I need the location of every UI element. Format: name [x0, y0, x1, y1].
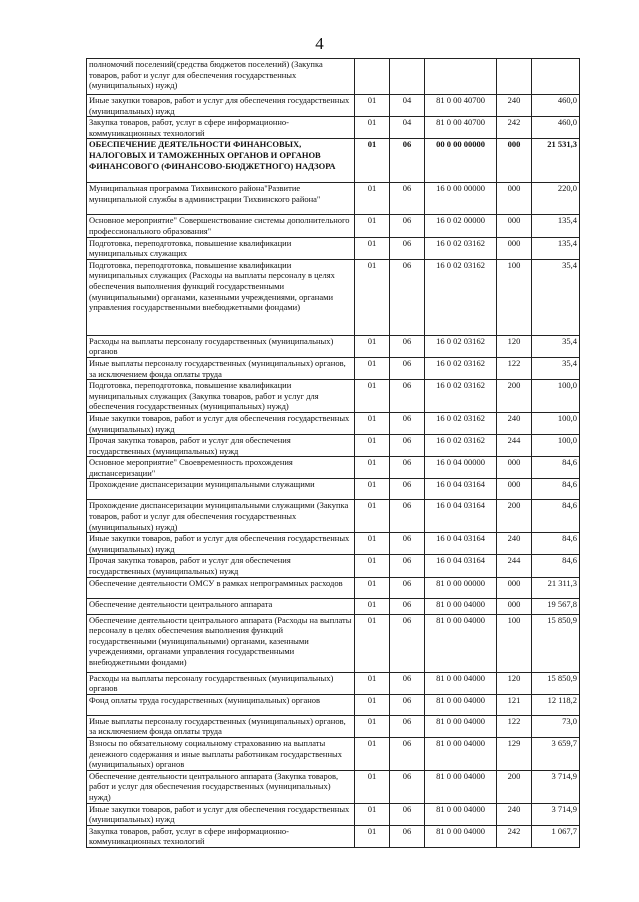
cell-expense-type: 000 — [497, 183, 532, 215]
cell-target-article: 81 0 00 04000 — [425, 738, 497, 771]
cell-amount: 21 531,3 — [532, 139, 580, 183]
cell-section: 01 — [355, 237, 390, 259]
cell-name: Прохождение диспансеризации муниципальными служащими (Закупка товаров, работ и услуг для обеспечения государственных (муниципальных) нужд) — [87, 500, 355, 533]
cell-amount: 84,6 — [532, 500, 580, 533]
cell-name: Иные закупки товаров, работ и услуг для обеспечения государственных (муниципальных) нужд — [87, 533, 355, 555]
cell-expense-type: 121 — [497, 694, 532, 715]
cell-subsection: 06 — [390, 614, 425, 672]
cell-amount: 3 659,7 — [532, 738, 580, 771]
budget-table — [86, 58, 580, 848]
cell-expense-type: 244 — [497, 435, 532, 457]
cell-subsection: 06 — [390, 598, 425, 614]
cell-expense-type: 240 — [497, 412, 532, 434]
table-row — [87, 614, 580, 672]
cell-section: 01 — [355, 738, 390, 771]
cell-amount: 84,6 — [532, 479, 580, 500]
cell-section: 01 — [355, 770, 390, 803]
cell-target-article: 81 0 00 04000 — [425, 825, 497, 847]
cell-expense-type: 240 — [497, 95, 532, 117]
cell-section: 01 — [355, 825, 390, 847]
cell-expense-type: 240 — [497, 533, 532, 555]
cell-subsection: 06 — [390, 533, 425, 555]
cell-target-article: 16 0 04 00000 — [425, 457, 497, 479]
cell-subsection: 06 — [390, 694, 425, 715]
cell-expense-type: 129 — [497, 738, 532, 771]
cell-amount: 3 714,9 — [532, 803, 580, 825]
cell-target-article — [425, 59, 497, 95]
cell-subsection: 06 — [390, 335, 425, 357]
cell-subsection: 04 — [390, 117, 425, 139]
cell-name: Иные выплаты персоналу государственных (муниципальных) органов, за исключением фонда оплаты труда — [87, 357, 355, 379]
cell-name: Подготовка, переподготовка, повышение квалификации муниципальных служащих (Расходы на выплаты персоналу в целях обеспечения выполнения функций государственными (муниципальными) органами, казенными учреждениями, органами управления государственными внебюджетными фондами) — [87, 259, 355, 335]
cell-expense-type: 000 — [497, 215, 532, 237]
cell-name: Подготовка, переподготовка, повышение квалификации муниципальных служащих (Закупка товаров, работ и услуг для обеспечения государственных (муниципальных) нужд) — [87, 380, 355, 413]
cell-subsection: 06 — [390, 380, 425, 413]
cell-name: Иные выплаты персоналу государственных (муниципальных) органов, за исключением фонда оплаты труда — [87, 715, 355, 737]
cell-section: 01 — [355, 614, 390, 672]
budget-table-body — [87, 59, 580, 848]
cell-name: Расходы на выплаты персоналу государственных (муниципальных) органов — [87, 335, 355, 357]
cell-target-article: 81 0 00 04000 — [425, 803, 497, 825]
cell-target-article: 16 0 02 03162 — [425, 335, 497, 357]
cell-name: Закупка товаров, работ, услуг в сфере информационно-коммуникационных технологий — [87, 117, 355, 139]
cell-section: 01 — [355, 555, 390, 577]
cell-name: Прочая закупка товаров, работ и услуг для обеспечения государственных (муниципальных) нужд — [87, 435, 355, 457]
cell-section: 01 — [355, 598, 390, 614]
cell-section: 01 — [355, 715, 390, 737]
cell-section: 01 — [355, 457, 390, 479]
cell-subsection: 06 — [390, 715, 425, 737]
cell-section: 01 — [355, 533, 390, 555]
cell-section: 01 — [355, 117, 390, 139]
cell-target-article: 16 0 04 03164 — [425, 533, 497, 555]
cell-subsection: 06 — [390, 738, 425, 771]
cell-section: 01 — [355, 95, 390, 117]
cell-expense-type: 240 — [497, 803, 532, 825]
cell-subsection: 06 — [390, 435, 425, 457]
table-row — [87, 598, 580, 614]
cell-section: 01 — [355, 380, 390, 413]
cell-expense-type: 100 — [497, 259, 532, 335]
cell-subsection: 06 — [390, 357, 425, 379]
cell-expense-type: 244 — [497, 555, 532, 577]
cell-expense-type: 122 — [497, 715, 532, 737]
cell-expense-type: 122 — [497, 357, 532, 379]
cell-expense-type: 000 — [497, 577, 532, 598]
cell-name: Расходы на выплаты персоналу государственных (муниципальных) органов — [87, 672, 355, 694]
table-row — [87, 479, 580, 500]
cell-subsection: 06 — [390, 555, 425, 577]
table-row — [87, 259, 580, 335]
cell-name: Фонд оплаты труда государственных (муниципальных) органов — [87, 694, 355, 715]
cell-section: 01 — [355, 335, 390, 357]
cell-subsection: 06 — [390, 183, 425, 215]
cell-amount: 3 714,9 — [532, 770, 580, 803]
cell-target-article: 81 0 00 04000 — [425, 770, 497, 803]
table-row — [87, 577, 580, 598]
cell-target-article: 16 0 00 00000 — [425, 183, 497, 215]
cell-amount: 12 118,2 — [532, 694, 580, 715]
table-row — [87, 555, 580, 577]
cell-name: Обеспечение деятельности центрального аппарата — [87, 598, 355, 614]
cell-section: 01 — [355, 479, 390, 500]
table-row — [87, 95, 580, 117]
cell-subsection: 06 — [390, 457, 425, 479]
table-row — [87, 694, 580, 715]
cell-subsection: 06 — [390, 500, 425, 533]
cell-name: Иные закупки товаров, работ и услуг для обеспечения государственных (муниципальных) нужд — [87, 95, 355, 117]
cell-target-article: 81 0 00 00000 — [425, 577, 497, 598]
table-row — [87, 59, 580, 95]
cell-expense-type: 000 — [497, 237, 532, 259]
cell-amount: 21 311,3 — [532, 577, 580, 598]
cell-amount: 35,4 — [532, 335, 580, 357]
cell-subsection: 06 — [390, 479, 425, 500]
cell-name: Обеспечение деятельности ОМСУ в рамках непрограммных расходов — [87, 577, 355, 598]
cell-section: 01 — [355, 215, 390, 237]
cell-amount: 19 567,8 — [532, 598, 580, 614]
cell-target-article: 16 0 02 03162 — [425, 259, 497, 335]
cell-target-article: 16 0 02 03162 — [425, 435, 497, 457]
cell-expense-type: 000 — [497, 139, 532, 183]
cell-name: Иные закупки товаров, работ и услуг для обеспечения государственных (муниципальных) нужд — [87, 412, 355, 434]
cell-subsection: 06 — [390, 825, 425, 847]
cell-target-article: 81 0 00 40700 — [425, 117, 497, 139]
table-row — [87, 457, 580, 479]
cell-amount — [532, 59, 580, 95]
cell-amount: 100,0 — [532, 412, 580, 434]
cell-amount: 220,0 — [532, 183, 580, 215]
table-row — [87, 770, 580, 803]
cell-name: Обеспечение деятельности центрального аппарата (Расходы на выплаты персоналу в целях обеспечения выполнения функций государственными (муниципальными) органами, казенными учреждениями, органами управления государственными внебюджетными фондами) — [87, 614, 355, 672]
cell-expense-type: 120 — [497, 335, 532, 357]
cell-expense-type: 120 — [497, 672, 532, 694]
cell-expense-type: 200 — [497, 380, 532, 413]
cell-name: Муниципальная программа Тихвинского района"Развитие муниципальной службы в администрации Тихвинского района" — [87, 183, 355, 215]
cell-section: 01 — [355, 500, 390, 533]
cell-amount: 84,6 — [532, 533, 580, 555]
cell-amount: 73,0 — [532, 715, 580, 737]
table-row — [87, 139, 580, 183]
cell-name: Основное мероприятие" Совершенствование системы дополнительного профессионального образования" — [87, 215, 355, 237]
cell-subsection: 06 — [390, 577, 425, 598]
table-row — [87, 715, 580, 737]
cell-subsection: 04 — [390, 95, 425, 117]
cell-subsection: 06 — [390, 215, 425, 237]
cell-target-article: 81 0 00 04000 — [425, 672, 497, 694]
cell-target-article: 81 0 00 40700 — [425, 95, 497, 117]
table-row — [87, 803, 580, 825]
cell-target-article: 81 0 00 04000 — [425, 598, 497, 614]
table-row — [87, 672, 580, 694]
cell-amount: 100,0 — [532, 380, 580, 413]
table-row — [87, 357, 580, 379]
cell-section: 01 — [355, 672, 390, 694]
cell-expense-type: 000 — [497, 479, 532, 500]
cell-amount: 84,6 — [532, 457, 580, 479]
cell-name: Взносы по обязательному социальному страхованию на выплаты денежного содержания и иные выплаты работникам государственных (муниципальных) органов — [87, 738, 355, 771]
table-row — [87, 215, 580, 237]
table-row — [87, 738, 580, 771]
cell-amount: 15 850,9 — [532, 614, 580, 672]
cell-name: Прохождение диспансеризации муниципальными служащими — [87, 479, 355, 500]
cell-expense-type: 100 — [497, 614, 532, 672]
cell-section: 01 — [355, 577, 390, 598]
cell-section: 01 — [355, 259, 390, 335]
cell-amount: 135,4 — [532, 237, 580, 259]
cell-expense-type: 242 — [497, 825, 532, 847]
cell-name: Обеспечение деятельности центрального аппарата (Закупка товаров, работ и услуг для обеспечения государственных (муниципальных) нужд) — [87, 770, 355, 803]
cell-subsection: 06 — [390, 259, 425, 335]
cell-target-article: 16 0 02 03162 — [425, 412, 497, 434]
cell-section: 01 — [355, 435, 390, 457]
cell-amount: 35,4 — [532, 259, 580, 335]
cell-amount: 135,4 — [532, 215, 580, 237]
cell-amount: 1 067,7 — [532, 825, 580, 847]
page-number: 4 — [315, 34, 324, 53]
cell-subsection: 06 — [390, 770, 425, 803]
cell-section: 01 — [355, 357, 390, 379]
cell-section: 01 — [355, 803, 390, 825]
cell-section: 01 — [355, 183, 390, 215]
table-row — [87, 533, 580, 555]
cell-name: ОБЕСПЕЧЕНИЕ ДЕЯТЕЛЬНОСТИ ФИНАНСОВЫХ, НАЛОГОВЫХ И ТАМОЖЕННЫХ ОРГАНОВ И ОРГАНОВ ФИНАНСОВОГО (ФИНАНСОВО-БЮДЖЕТНОГО) НАДЗОРА — [87, 139, 355, 183]
cell-name: Основное мероприятие" Своевременность прохождения диспансеризации" — [87, 457, 355, 479]
cell-amount: 35,4 — [532, 357, 580, 379]
cell-target-article: 16 0 04 03164 — [425, 479, 497, 500]
table-row — [87, 825, 580, 847]
cell-amount: 100,0 — [532, 435, 580, 457]
cell-target-article: 00 0 00 00000 — [425, 139, 497, 183]
cell-expense-type: 000 — [497, 598, 532, 614]
cell-subsection: 06 — [390, 803, 425, 825]
cell-amount: 84,6 — [532, 555, 580, 577]
cell-target-article: 16 0 02 00000 — [425, 215, 497, 237]
cell-subsection — [390, 59, 425, 95]
cell-expense-type: 200 — [497, 770, 532, 803]
cell-expense-type: 000 — [497, 457, 532, 479]
table-row — [87, 412, 580, 434]
table-row — [87, 380, 580, 413]
cell-target-article: 81 0 00 04000 — [425, 614, 497, 672]
cell-amount: 15 850,9 — [532, 672, 580, 694]
cell-subsection: 06 — [390, 139, 425, 183]
cell-subsection: 06 — [390, 412, 425, 434]
cell-target-article: 81 0 00 04000 — [425, 694, 497, 715]
cell-expense-type — [497, 59, 532, 95]
cell-name: Иные закупки товаров, работ и услуг для обеспечения государственных (муниципальных) нужд — [87, 803, 355, 825]
cell-amount: 460,0 — [532, 117, 580, 139]
cell-target-article: 16 0 04 03164 — [425, 555, 497, 577]
cell-name: Закупка товаров, работ, услуг в сфере информационно-коммуникационных технологий — [87, 825, 355, 847]
cell-name: полномочий поселений(средства бюджетов поселений) (Закупка товаров, работ и услуг для обеспечения государственных (муниципальных) нужд) — [87, 59, 355, 95]
cell-section: 01 — [355, 694, 390, 715]
cell-expense-type: 200 — [497, 500, 532, 533]
cell-section: 01 — [355, 412, 390, 434]
table-row — [87, 500, 580, 533]
cell-subsection: 06 — [390, 672, 425, 694]
cell-section — [355, 59, 390, 95]
cell-subsection: 06 — [390, 237, 425, 259]
cell-section: 01 — [355, 139, 390, 183]
cell-name: Подготовка, переподготовка, повышение квалификации муниципальных служащих — [87, 237, 355, 259]
table-row — [87, 117, 580, 139]
cell-target-article: 16 0 02 03162 — [425, 380, 497, 413]
table-row — [87, 435, 580, 457]
table-row — [87, 183, 580, 215]
cell-target-article: 81 0 00 04000 — [425, 715, 497, 737]
cell-name: Прочая закупка товаров, работ и услуг для обеспечения государственных (муниципальных) нужд — [87, 555, 355, 577]
cell-target-article: 16 0 02 03162 — [425, 237, 497, 259]
table-row — [87, 335, 580, 357]
cell-amount: 460,0 — [532, 95, 580, 117]
cell-expense-type: 242 — [497, 117, 532, 139]
table-row — [87, 237, 580, 259]
cell-target-article: 16 0 02 03162 — [425, 357, 497, 379]
cell-target-article: 16 0 04 03164 — [425, 500, 497, 533]
